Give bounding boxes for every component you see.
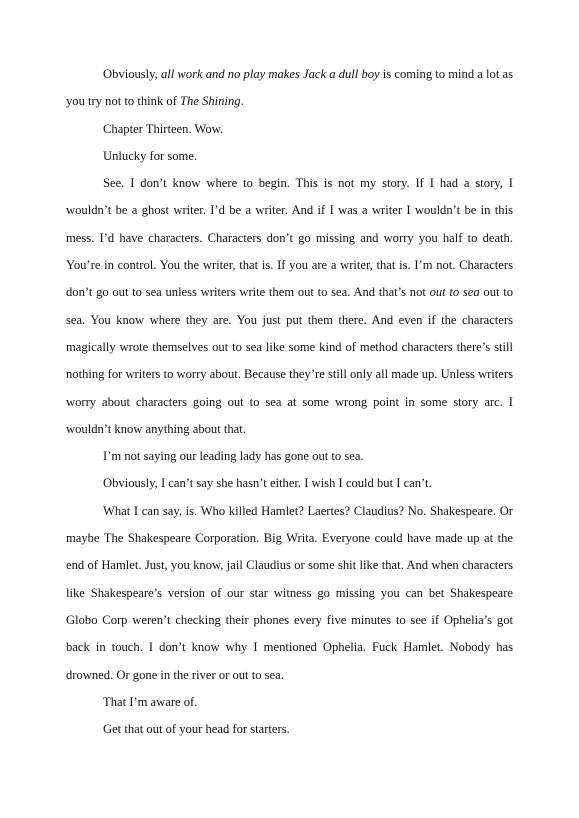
paragraph-segment: out to sea. You know where they are. You just put them there. And even if the characters magically wrote themselves out to sea like some kind of method characters there’s still nothing for writers to worry about. Because they’re still only all made up. Unless writers worry about characters going out to sea at some wrong point in some story arc. I wouldn’t know anything about that. bbox=[66, 285, 513, 436]
paragraph-4 bbox=[66, 170, 513, 443]
paragraph-segment: See. I don’t know where to begin. This is not my story. If I had a story, I wouldn’t be a ghost writer. I’d be a writer. And if I was a writer I wouldn’t be in this mess. I’d have characters. Characters don’t go missing and worry you half to death. You’re in control. You the writer, that is. If you are a writer, that is. I’m not. Characters don’t go out to sea unless writers write them out to sea. And that’s not bbox=[66, 176, 513, 300]
paragraph-2 bbox=[66, 116, 513, 143]
paragraph-segment: Obviously, bbox=[103, 67, 161, 81]
paragraph-segment: . bbox=[240, 94, 244, 109]
body-text bbox=[66, 61, 513, 743]
paragraph-segment: Get that out of your head for starters. bbox=[103, 722, 290, 737]
paragraph-9 bbox=[66, 716, 513, 743]
paragraph-segment-italic: out to sea bbox=[429, 285, 480, 300]
paragraph-segment: Chapter Thirteen. Wow. bbox=[103, 121, 224, 136]
paragraph-segment-italic: all work and no play makes Jack a dull boy bbox=[160, 67, 380, 81]
paragraph-6 bbox=[66, 470, 513, 497]
paragraph-5 bbox=[66, 443, 513, 470]
paragraph-segment: is coming to mind a lot as you try not to think of bbox=[66, 67, 513, 109]
paragraph-segment: That I’m aware of. bbox=[103, 694, 198, 709]
paragraph-segment: I’m not saying our leading lady has gone out to sea. bbox=[103, 449, 364, 464]
paragraph-1 bbox=[66, 61, 513, 116]
paragraph-segment: Unlucky for some. bbox=[103, 148, 198, 163]
paragraph-8 bbox=[66, 689, 513, 716]
paragraph-segment: What I can say, is. Who killed Hamlet? Laertes? Claudius? No. Shakespeare. Or maybe The Shakespeare Corporation. Big Writa. Everyone could have made up at the end of Hamlet. Just, you know, jail Claudius or some shit like that. And when characters like Shakespeare’s version of our star witness go missing you can bet Shakespeare Globo Corp weren’t checking their phones every five minutes to see if Ophelia’s got back in touch. I don’t know why I mentioned Ophelia. Fuck Hamlet. Nobody has drowned. Or gone in the river or out to sea. bbox=[66, 503, 513, 682]
paragraph-7 bbox=[66, 498, 513, 689]
paragraph-segment-italic: The Shining bbox=[180, 94, 241, 109]
paragraph-3 bbox=[66, 143, 513, 170]
paragraph-segment: Obviously, I can’t say she hasn’t either. I wish I could but I can’t. bbox=[103, 476, 432, 491]
